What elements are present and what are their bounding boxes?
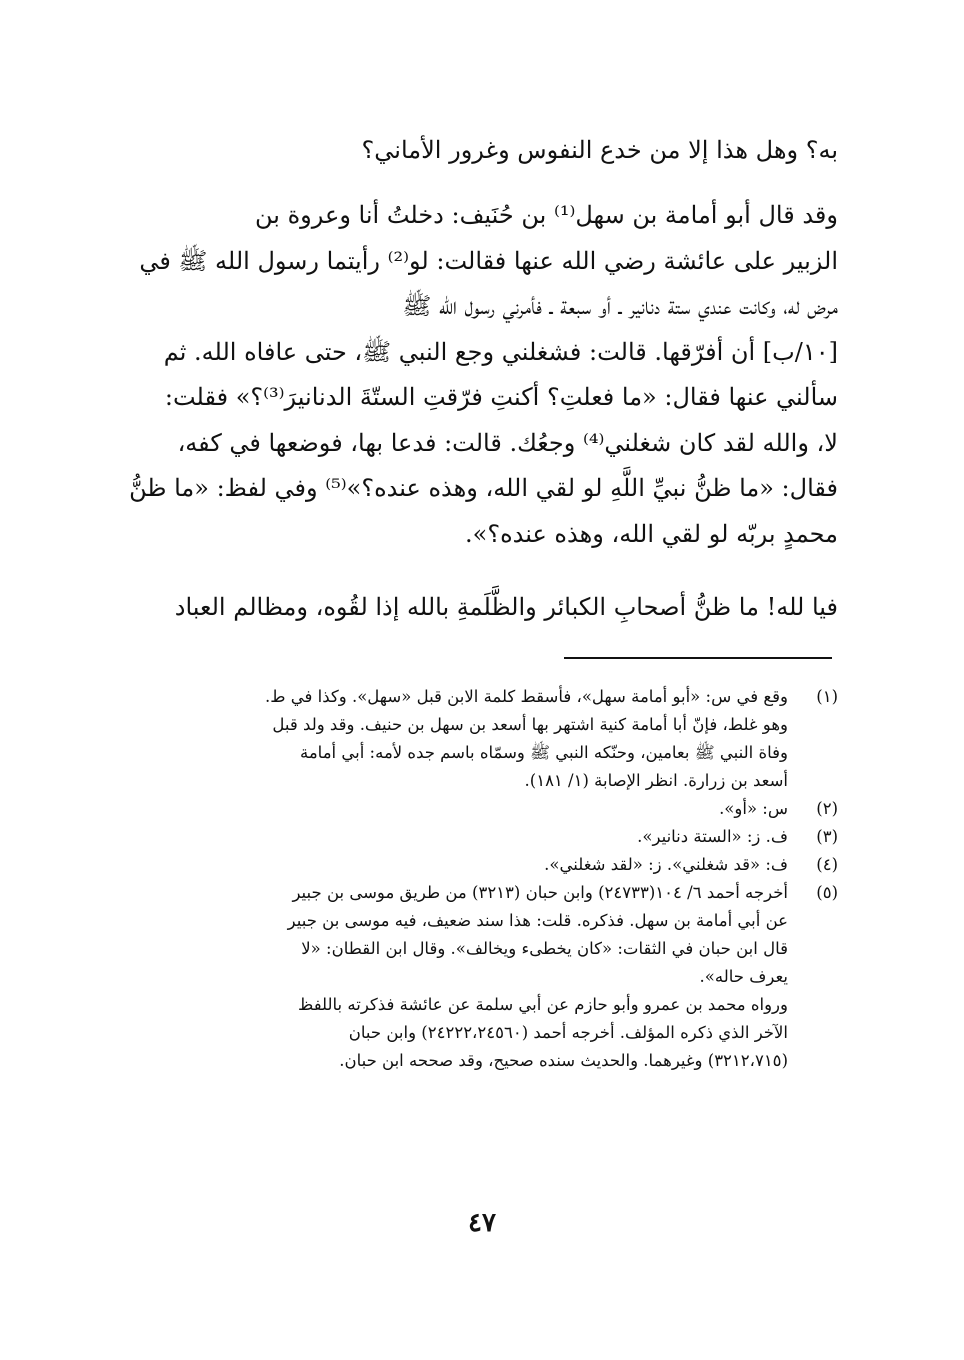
footnote-line: أخرجه أحمد ٦/ ١٠٤(٢٤٧٣٣) وابن حبان (٣٢١٣) من طريق موسى بن جبير xyxy=(292,883,788,902)
footnote-line: ف. ز: «الستة دنانير». xyxy=(637,827,788,846)
text-line: [١٠/ب] أن أفرّقها. قالت: فشغلني وجع النبي ﷺ، حتى عافاه الله. ثم xyxy=(163,337,838,366)
footnote-line: قال ابن حبان في الثقات: «كان يخطىء ويخالف». وقال ابن القطان: «لا xyxy=(301,939,788,958)
footnote-3 xyxy=(120,823,838,851)
footnote-line: وفاة النبي ﷺ بعامين، وحنّكه النبي ﷺ وسمّاه باسم جده لأمه: أبي أمامة xyxy=(299,743,788,762)
footnote-number: (١) xyxy=(816,687,838,706)
footnote-line: وهو غلط، فإنّ أبا أمامة كنية اشتهر بها أسعد بن سهل بن حنيف. وقد ولد قبل xyxy=(272,715,788,734)
text-line: لا، والله لقد كان شغلني⁽⁴⁾ وجعُك. قالت: فدعا بها، فوضعها في كفه، xyxy=(177,428,838,457)
footnote-line: ورواه محمد بن عمرو وأبو حازم عن أبي سلمة عن عائشة فذكرته باللفظ xyxy=(298,995,788,1014)
text-line: مرض له، وكانت عندي ستة دنانير ـ أو سبعة ـ فأمرني رسول الله ﷺ xyxy=(402,292,838,320)
footnote-line: أسعد بن زرارة. انظر الإصابة (١/ ١٨١). xyxy=(524,771,788,790)
footnote-line: س: «أو». xyxy=(719,799,788,818)
footnote-5 xyxy=(120,879,838,1075)
footnote-line: الآخر الذي ذكره المؤلف. أخرجه أحمد (٢٤٢٢٢،٢٤٥٦٠) وابن حبان xyxy=(348,1023,788,1042)
footnote-line: عن أبي أمامة بن سهل. فذكره. قلت: هذا سند ضعيف، فيه موسى بن جبير xyxy=(287,911,788,930)
footnote-line: (٣٢١٢،٧١٥) وغيرهما. والحديث سنده صحيح، وقد صححه ابن حبان. xyxy=(339,1051,788,1070)
text-line: فيا لله! ما ظنُّ أصحابِ الكبائر والظَّلَمةِ بالله إذا لقُوه، ومظالم العباد xyxy=(174,593,838,621)
footnote-4 xyxy=(120,851,838,879)
footnote-line: يعرف حاله». xyxy=(699,967,788,986)
footnote-line: وقع في س: «أبو أمامة سهل»، فأسقط كلمة الابن قبل «سهل». وكذا في ط. xyxy=(265,687,788,706)
footnote-number: (٢) xyxy=(816,799,838,818)
text-line: فقال: «ما ظنُّ نبيِّ اللَّهِ لو لقي الله، وهذه عنده؟»⁽⁵⁾ وفي لفظ: «ما ظنُّ xyxy=(129,474,838,502)
footnote-number: (٣) xyxy=(816,827,838,846)
footnote-separator xyxy=(564,657,832,659)
text-line: به؟ وهل هذا إلا من خدع النفوس وغرور الأماني؟ xyxy=(361,136,838,164)
footnote-number: (٥) xyxy=(816,883,838,902)
footnote-1 xyxy=(120,683,838,795)
intro-line xyxy=(120,128,838,174)
footnote-line: ف: «قد شغلني». ز: «لقد شغلني». xyxy=(544,855,788,874)
text-line: الزبير على عائشة رضي الله عنها فقالت: لو⁽²⁾ رأيتما رسول الله ﷺ في xyxy=(139,246,838,275)
footnotes-section xyxy=(120,683,838,1075)
text-line: محمدٍ بربّه لو لقي الله، وهذه عنده؟». xyxy=(465,519,838,548)
closing-paragraph xyxy=(120,585,838,631)
text-line: سألني عنها فقال: «ما فعلتِ؟ أكنتِ فرّقتِ الستّةَ الدنانيرَ⁽³⁾؟» فقلت: xyxy=(164,383,838,411)
footnote-2 xyxy=(120,795,838,823)
page-number: ٤٧ xyxy=(468,1208,496,1238)
footnote-number: (٤) xyxy=(816,855,838,874)
main-paragraph xyxy=(120,193,838,557)
text-line: وقد قال أبو أمامة بن سهل⁽¹⁾ بن حُنَيف: دخلتُ أنا وعروة بن xyxy=(255,201,838,229)
